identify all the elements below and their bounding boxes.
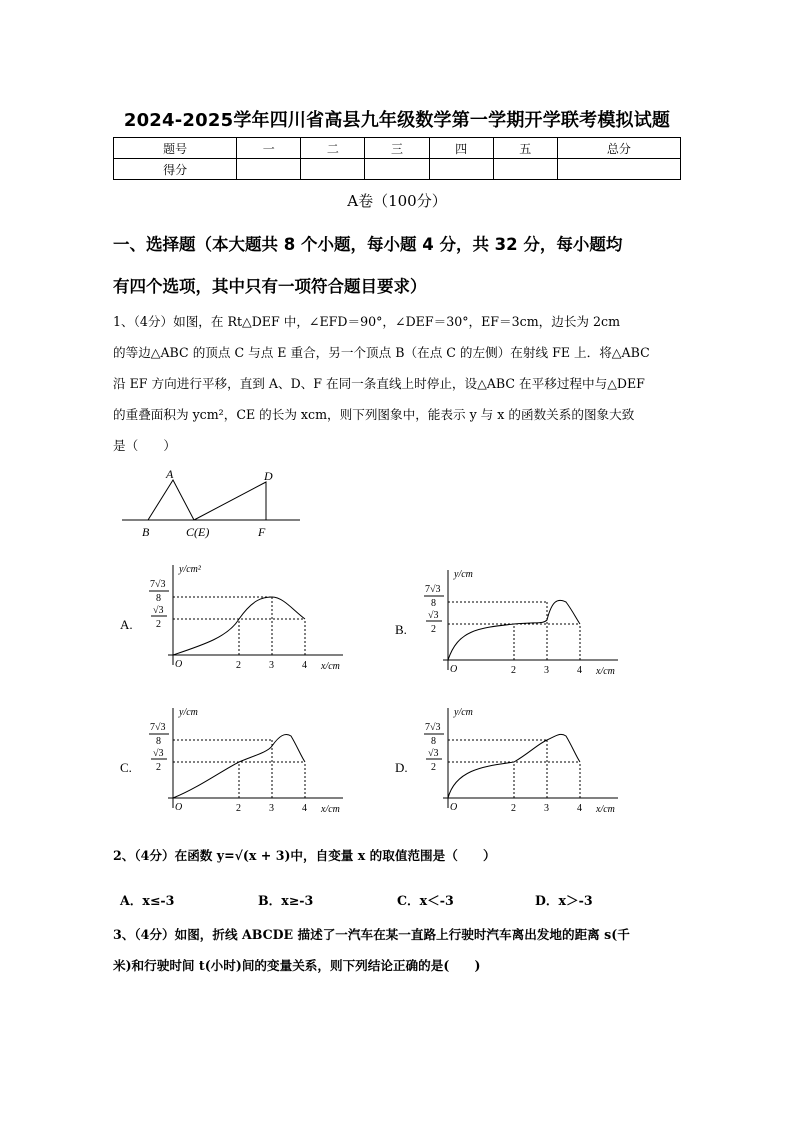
label-a: A <box>166 467 174 481</box>
q1-line: 是（ ） <box>113 438 176 453</box>
y-axis-label: y/cm <box>179 707 198 718</box>
score-table-header <box>114 138 681 159</box>
header-cell: 三 <box>365 138 429 159</box>
x-tick-label: 2 <box>511 665 516 676</box>
triangle-def <box>194 482 266 520</box>
q2-option-c[interactable]: C．x＜-3 <box>397 893 454 908</box>
x-tick-label: 2 <box>236 660 241 671</box>
x-tick-label: 2 <box>511 803 516 814</box>
y-tick-numerator: 7√3 <box>425 584 441 595</box>
score-cell[interactable] <box>557 159 680 180</box>
score-cell[interactable] <box>365 159 429 180</box>
section-heading: 有四个选项，其中只有一项符合题目要求） <box>113 277 427 296</box>
question-1 <box>113 306 693 461</box>
score-row <box>114 159 681 180</box>
x-tick-label: 3 <box>544 803 549 814</box>
page-title: 2024-2025学年四川省高县九年级数学第一学期开学联考模拟试题 <box>123 110 671 131</box>
y-tick-denominator: 8 <box>156 593 161 604</box>
q1-line: 1、（4分）如图，在 Rt△DEF 中，∠EFD＝90°，∠DEF＝30°，EF＝3cm，边长为 2cm <box>113 314 621 329</box>
score-cell[interactable] <box>237 159 301 180</box>
y-tick-numerator: √3 <box>428 748 439 759</box>
y-tick-denominator: 8 <box>431 598 436 609</box>
header-cell: 一 <box>237 138 301 159</box>
y-axis-label: y/cm <box>454 569 473 580</box>
header-cell: 四 <box>429 138 493 159</box>
y-tick-numerator: 7√3 <box>150 722 166 733</box>
graph-option-d <box>393 703 643 828</box>
x-axis-label: x/cm <box>321 661 340 672</box>
q3-line: 3、（4分）如图，折线 ABCDE 描述了一汽车在某一直路上行驶时汽车离出发地的距离 s(千 <box>113 927 630 942</box>
question-2-stem: 2、（4分）在函数 y=√(x + 3)中，自变量 x 的取值范围是（ ） <box>113 848 496 863</box>
option-label: A. <box>120 617 133 632</box>
x-axis-label: x/cm <box>321 804 340 815</box>
origin-label: O <box>175 802 183 813</box>
graph-option-b <box>393 565 643 690</box>
header-cell: 总分 <box>557 138 680 159</box>
y-tick-numerator: 7√3 <box>425 722 441 733</box>
header-cell: 二 <box>301 138 365 159</box>
q2-option-d[interactable]: D．x＞-3 <box>535 893 593 908</box>
x-tick-label: 4 <box>302 660 307 671</box>
section-heading: 一、选择题（本大题共 8 个小题，每小题 4 分，共 32 分，每小题均 <box>113 235 623 254</box>
option-label: B. <box>395 622 407 637</box>
origin-label: O <box>450 664 458 675</box>
q3-line: 米)和行驶时间 t(小时)间的变量关系，则下列结论正确的是( ) <box>113 958 481 973</box>
q1-line: 的等边△ABC 的顶点 C 与点 E 重合，另一个顶点 B（在点 C 的左侧）在射线 FE 上．将△ABC <box>113 345 650 360</box>
option-label: C. <box>120 760 132 775</box>
graph-option-a <box>118 560 368 685</box>
x-tick-label: 4 <box>577 665 582 676</box>
header-cell: 五 <box>493 138 557 159</box>
option-label: D. <box>395 760 408 775</box>
y-axis-label: y/cm <box>454 707 473 718</box>
x-tick-label: 4 <box>302 803 307 814</box>
header-cell: 题号 <box>114 138 237 159</box>
y-tick-denominator: 2 <box>431 624 436 635</box>
y-tick-denominator: 8 <box>156 736 161 747</box>
label-d: D <box>264 469 273 483</box>
q1-line: 的重叠面积为 ycm²，CE 的长为 xcm，则下列图象中，能表示 y 与 x 的函数关系的图象大致 <box>113 407 635 422</box>
x-tick-label: 3 <box>269 803 274 814</box>
paper-section-a: A卷（100分） <box>347 192 447 210</box>
label-ce: C(E) <box>186 525 210 539</box>
score-table <box>113 137 681 180</box>
triangle-abc <box>148 480 194 520</box>
y-tick-numerator: 7√3 <box>150 579 166 590</box>
y-tick-denominator: 2 <box>156 762 161 773</box>
q2-option-b[interactable]: B．x≥-3 <box>258 893 314 908</box>
y-tick-denominator: 2 <box>156 619 161 630</box>
q2-option-a[interactable]: A．x≤-3 <box>120 893 175 908</box>
q1-line: 沿 EF 方向进行平移，直到 A、D、F 在同一条直线上时停止，设△ABC 在平移过程中与△DEF <box>113 376 645 391</box>
row-label: 得分 <box>114 159 237 180</box>
y-tick-numerator: √3 <box>153 605 164 616</box>
triangle-figure <box>118 465 308 545</box>
graph-option-c <box>118 703 368 828</box>
score-cell[interactable] <box>429 159 493 180</box>
x-tick-label: 3 <box>544 665 549 676</box>
x-axis-label: x/cm <box>596 804 615 815</box>
x-axis-label: x/cm <box>596 666 615 677</box>
label-f: F <box>258 525 266 539</box>
origin-label: O <box>450 802 458 813</box>
question-3 <box>113 919 693 981</box>
y-axis-label: y/cm² <box>179 564 201 575</box>
x-tick-label: 2 <box>236 803 241 814</box>
score-cell[interactable] <box>301 159 365 180</box>
x-tick-label: 3 <box>269 660 274 671</box>
y-tick-denominator: 2 <box>431 762 436 773</box>
y-tick-numerator: √3 <box>428 610 439 621</box>
label-b: B <box>142 525 150 539</box>
y-tick-denominator: 8 <box>431 736 436 747</box>
x-tick-label: 4 <box>577 803 582 814</box>
score-cell[interactable] <box>493 159 557 180</box>
y-tick-numerator: √3 <box>153 748 164 759</box>
origin-label: O <box>175 659 183 670</box>
